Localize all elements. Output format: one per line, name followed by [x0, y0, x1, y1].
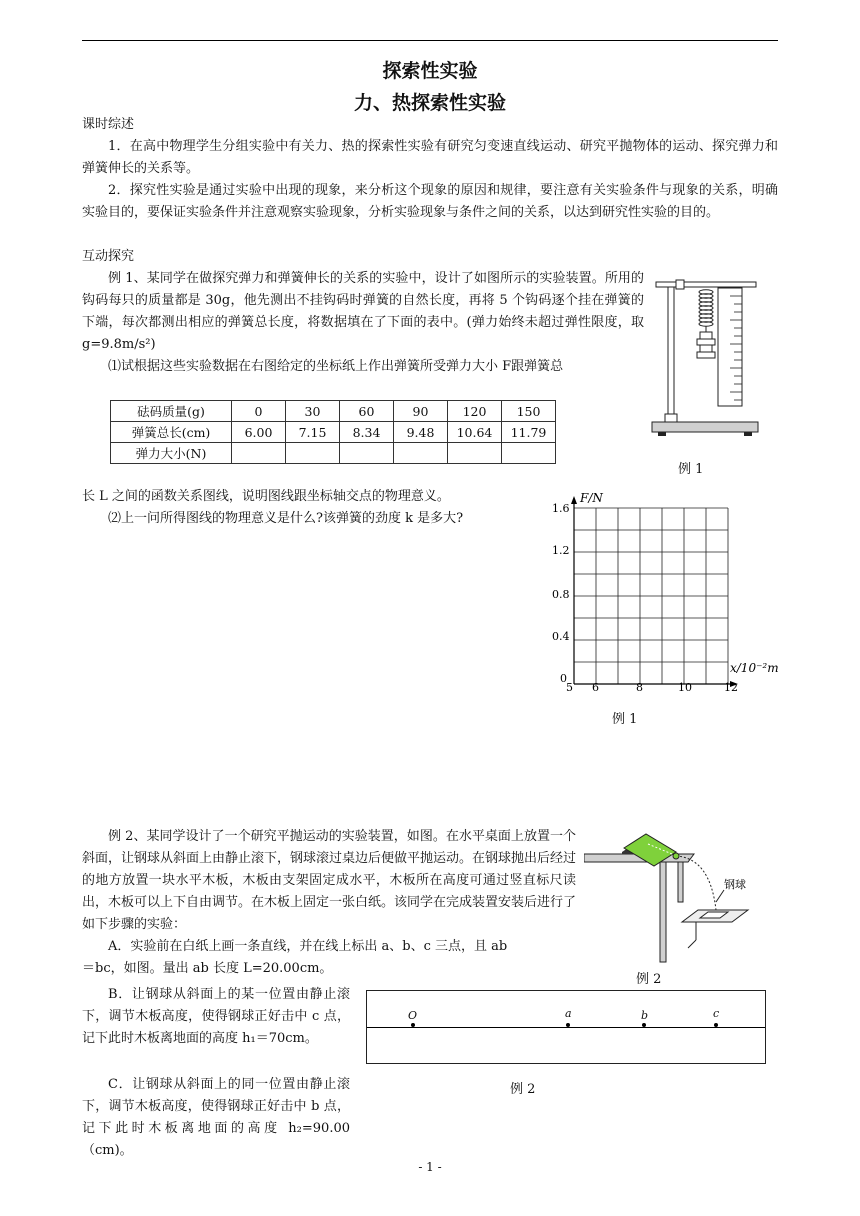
table-row: 砝码质量(g) 0 30 60 90 120 150 — [111, 401, 556, 422]
apparatus-caption-1: 例 1 — [678, 462, 704, 477]
x-tick-label: 5 — [566, 681, 573, 694]
line-caption-2: 例 2 — [510, 1082, 536, 1097]
point-b-label: b — [641, 1009, 649, 1022]
y-tick-label: 0.8 — [552, 588, 570, 601]
point-a-dot — [566, 1023, 570, 1027]
point-c-label: c — [713, 1007, 720, 1020]
point-a-label: a — [565, 1007, 572, 1020]
x-tick-label: 6 — [592, 681, 599, 694]
example1-text: 例 1、某同学在做探究弹力和弹簧伸长的关系的实验中，设计了如图所示的实验装置。所用的钩码每只的质量都是 30g，他先测出不挂钩码时弹簧的自然长度，再将 5 个钩码逐个挂在弹簧的下端，每次都测出相应的弹簧总长度，将数据填在了下面的表中。(弹力始终未超过弹性限度，取 g=9.8m/s²) — [82, 271, 644, 352]
x-tick-label: 12 — [724, 681, 738, 694]
projectile-apparatus-figure — [584, 826, 780, 964]
spring-apparatus-figure — [650, 274, 762, 442]
y-tick-label: 0 — [560, 672, 567, 685]
point-c-dot — [714, 1023, 718, 1027]
x-tick-label: 8 — [636, 681, 643, 694]
x-axis-label: x/10⁻²m — [730, 661, 779, 675]
example1-question1-part1: ⑴试根据这些实验数据在右图给定的坐标纸上作出弹簧所受弹力大小 F跟弹簧总 — [108, 359, 564, 374]
y-tick-label: 0.4 — [552, 630, 570, 643]
explore-heading: 互动探究 — [82, 249, 135, 264]
table-row: 弹力大小(N) — [111, 443, 556, 464]
y-axis-label: F/N — [580, 491, 603, 505]
force-length-grid — [546, 488, 782, 700]
table-row: 弹簧总长(cm) 6.00 7.15 8.34 9.48 10.64 11.79 — [111, 422, 556, 443]
example2-step-b: B．让钢球从斜面上的某一位置由静止滚下，调节木板高度，使得钢球正好击中 c 点，记下此时木板离地面的高度 h₁＝70cm。 — [82, 987, 350, 1046]
reference-line — [367, 1027, 765, 1028]
example2-step-a-line2: ＝bc，如图。量出 ab 长度 L=20.00cm。 — [82, 961, 333, 976]
summary-paragraph-2: 2．探究性实验是通过实验中出现的现象，来分析这个现象的原因和规律，要注意有关实验条件与现象的关系，明确实验目的，要保证实验条件并注意观察实验现象，分析实验现象与条件之间的关系，以达到研究性实验的目的。 — [82, 183, 778, 220]
summary-paragraph-1: 1．在高中物理学生分组实验中有关力、热的探索性实验有研究匀变速直线运动、研究平抛物体的运动、探究弹力和弹簧伸长的关系等。 — [82, 139, 778, 176]
point-b-dot — [642, 1023, 646, 1027]
y-tick-label: 1.6 — [552, 502, 570, 515]
point-o-dot — [411, 1023, 415, 1027]
page-title: 探索性实验 — [382, 60, 478, 82]
example1-question2: ⑵上一问所得图线的物理意义是什么?该弹簧的劲度 k 是多大? — [108, 511, 464, 526]
example2-step-a-line1: A．实验前在白纸上画一条直线，并在线上标出 a、b、c 三点，且 ab — [108, 939, 508, 954]
page-subtitle: 力、热探索性实验 — [353, 92, 506, 114]
point-o-label: O — [408, 1009, 418, 1022]
graph-caption-1: 例 1 — [612, 712, 638, 727]
ball-label: 钢球 — [724, 878, 746, 891]
header-rule — [82, 40, 778, 41]
page-number: - 1 - — [418, 1160, 442, 1174]
example1-question1-part2: 长 L 之间的函数关系图线，说明图线跟坐标轴交点的物理意义。 — [82, 489, 450, 504]
x-tick-label: 10 — [678, 681, 692, 694]
y-tick-label: 1.2 — [552, 544, 570, 557]
summary-heading: 课时综述 — [82, 117, 135, 132]
apparatus-caption-2: 例 2 — [636, 972, 662, 987]
points-line-figure — [366, 990, 766, 1064]
example2-intro: 例 2、某同学设计了一个研究平抛运动的实验装置，如图。在水平桌面上放置一个斜面，让钢球从斜面上由静止滚下，钢球滚过桌边后便做平抛运动。在钢球抛出后经过的地方放置一块水平木板，木板由支架固定成水平，木板所在高度可通过竖直标尺读出，木板可以上下自由调节。在木板上固定一张白纸。该同学在完成装置安装后进行了如下步骤的实验： — [82, 829, 577, 932]
data-table — [110, 400, 556, 464]
example2-step-c: C．让钢球从斜面上的同一位置由静止滚下，调节木板高度，使得钢球正好击中 b 点，记下此时木板离地面的高度 h₂=90.00（cm)。 — [82, 1077, 350, 1158]
